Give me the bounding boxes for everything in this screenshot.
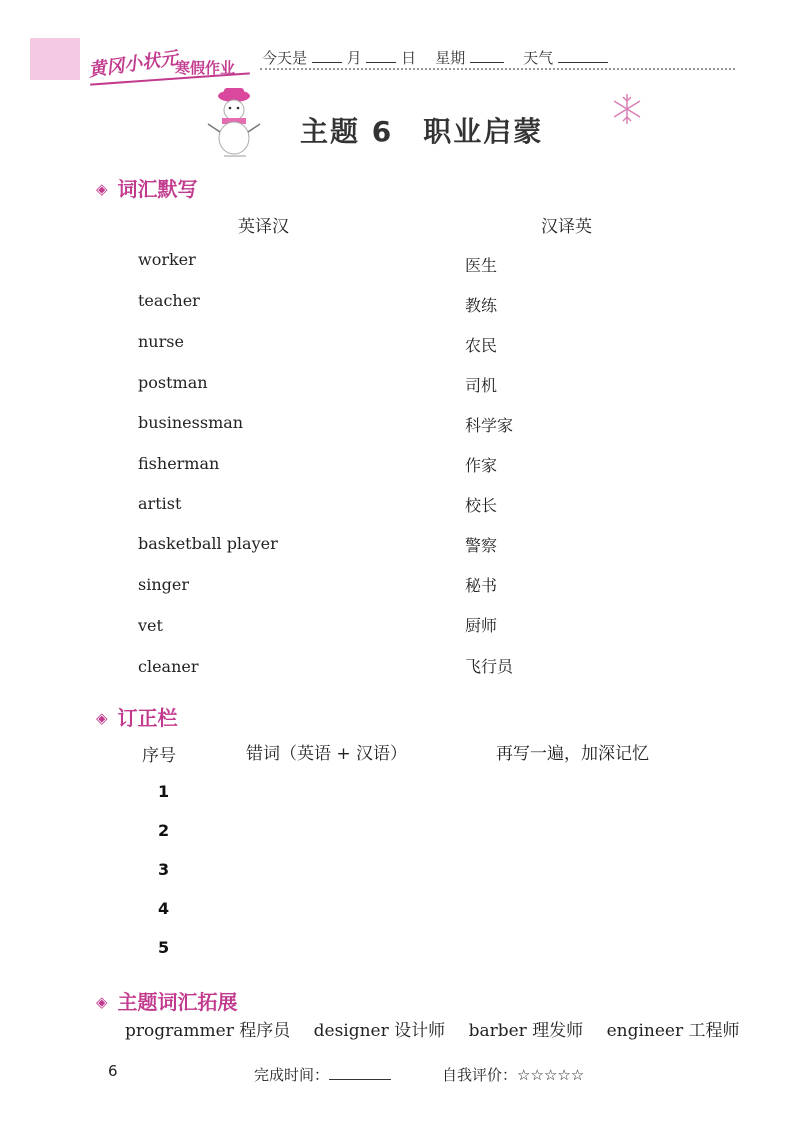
section-extension-heading: ◈ 主题词汇拓展 — [96, 990, 238, 1014]
vocab-cn-item: 厨师 — [465, 616, 498, 635]
weather-blank[interactable] — [558, 48, 608, 63]
vocab-en-item: businessman — [138, 413, 244, 432]
today-label: 今天是 — [262, 49, 308, 67]
month-blank[interactable] — [312, 48, 342, 63]
column-wrong-word: 错词（英语 + 汉语） — [246, 744, 408, 764]
vocab-en-item: fisherman — [138, 454, 220, 473]
self-evaluation — [442, 1064, 584, 1085]
vocab-cn-item: 农民 — [465, 336, 498, 355]
snowflake-icon — [610, 92, 644, 126]
correction-row-number: 1 — [158, 782, 170, 801]
header-decoration — [30, 38, 80, 80]
day-label: 日 — [401, 49, 417, 67]
column-cn-to-en: 汉译英 — [541, 217, 592, 237]
section-correction-heading: ◈ 订正栏 — [96, 706, 178, 730]
correction-row-number: 3 — [158, 860, 170, 879]
vocab-cn-item: 飞行员 — [465, 657, 514, 676]
extension-item: barber 理发师 — [468, 1021, 584, 1041]
correction-row-number: 4 — [158, 899, 170, 918]
extension-item: programmer 程序员 — [125, 1021, 291, 1041]
vocab-en-item: cleaner — [138, 657, 199, 676]
month-label: 月 — [346, 49, 362, 67]
vocab-en-item: teacher — [138, 291, 200, 310]
extension-vocab-list — [125, 1016, 758, 1041]
vocab-cn-item: 作家 — [465, 456, 498, 475]
weekday-label: 星期 — [435, 49, 466, 67]
completion-time — [254, 1064, 391, 1085]
diamond-icon: ◈ — [96, 993, 108, 1011]
column-en-to-cn: 英译汉 — [238, 217, 289, 237]
column-rewrite: 再写一遍，加深记忆 — [496, 744, 649, 764]
vocab-en-item: postman — [138, 373, 208, 392]
correction-row-number: 2 — [158, 821, 170, 840]
extension-item: designer 设计师 — [313, 1021, 446, 1041]
vocab-en-item: vet — [138, 616, 163, 635]
vocab-cn-item: 秘书 — [465, 576, 498, 595]
brand-subtitle: 寒假作业 — [175, 59, 236, 77]
vocab-cn-item: 校长 — [465, 496, 498, 515]
page-title: 主题 6 职业启蒙 — [300, 115, 544, 148]
page-number: 6 — [108, 1062, 118, 1080]
column-number: 序号 — [142, 746, 176, 766]
diamond-icon: ◈ — [96, 709, 108, 727]
vocab-cn-item: 警察 — [465, 536, 498, 555]
extension-item: engineer 工程师 — [606, 1021, 740, 1041]
vocab-en-item: singer — [138, 575, 189, 594]
section-vocab-heading: ◈ 词汇默写 — [96, 177, 198, 201]
vocab-en-item: nurse — [138, 332, 184, 351]
star-rating[interactable]: ☆☆☆☆☆ — [517, 1066, 585, 1084]
vocab-en-item: worker — [138, 250, 196, 269]
brand-logo: 黄冈小状元 — [87, 47, 180, 82]
date-weather-fields — [262, 47, 608, 68]
header-dotted-divider — [260, 68, 735, 70]
completion-time-blank[interactable] — [329, 1065, 391, 1080]
snowman-icon — [202, 86, 266, 160]
vocab-cn-item: 医生 — [465, 256, 498, 275]
vocab-en-item: basketball player — [138, 534, 278, 553]
diamond-icon: ◈ — [96, 180, 108, 198]
self-eval-label: 自我评价： — [442, 1066, 518, 1084]
vocab-cn-item: 司机 — [465, 376, 498, 395]
vocab-en-item: artist — [138, 494, 182, 513]
weekday-blank[interactable] — [470, 48, 504, 63]
weather-label: 天气 — [523, 49, 554, 67]
vocab-cn-item: 科学家 — [465, 416, 514, 435]
day-blank[interactable] — [366, 48, 396, 63]
completion-time-label: 完成时间： — [254, 1066, 330, 1084]
vocab-cn-item: 教练 — [465, 296, 498, 315]
correction-row-number: 5 — [158, 938, 170, 957]
